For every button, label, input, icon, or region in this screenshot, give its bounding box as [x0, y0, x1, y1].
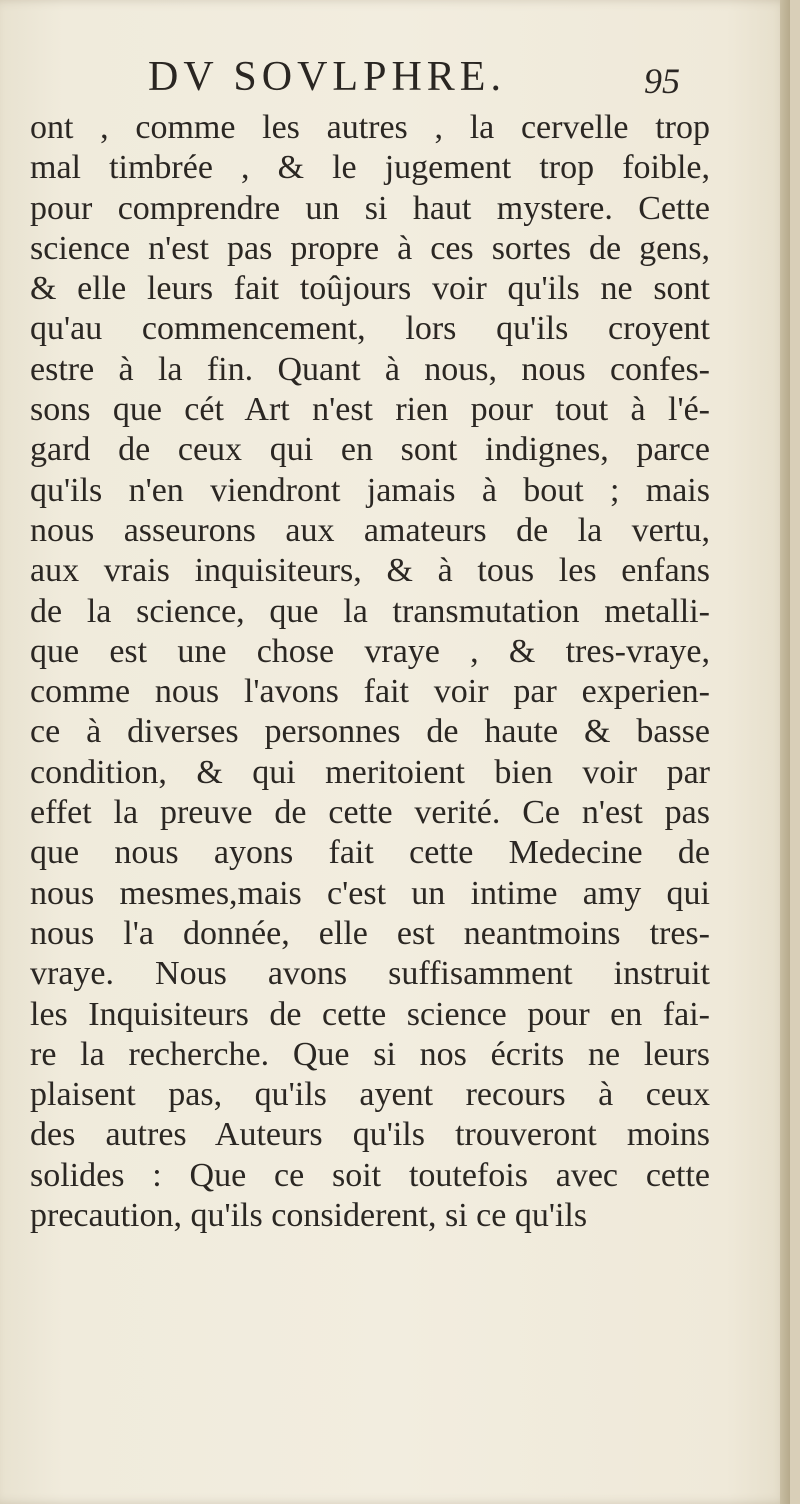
text-line: effet la preuve de cette verité. Ce n'est pas: [30, 794, 710, 832]
text-line: condition, & qui meritoient bien voir par: [30, 753, 710, 791]
text-line: de la science, que la transmutation metalli-: [30, 592, 710, 630]
text-line: ont , comme les autres , la cervelle trop: [30, 109, 710, 146]
text-line: aux vrais inquisiteurs, & à tous les enfans: [30, 552, 710, 590]
page-number: 95: [644, 61, 680, 101]
text-line: nous asseurons aux amateurs de la vertu,: [30, 511, 710, 549]
text-line: vraye. Nous avons suffisamment instruit: [30, 955, 710, 993]
text-line: que nous ayons fait cette Medecine de: [30, 834, 710, 872]
text-line: gard de ceux qui en sont indignes, parce: [30, 431, 710, 469]
text-line: nous mesmes,mais c'est un intime amy qui: [30, 874, 710, 912]
page-edge: [780, 0, 790, 1504]
text-line: science n'est pas propre à ces sortes de gens,: [30, 229, 710, 267]
text-line: precaution, qu'ils considerent, si ce qu'ils: [30, 1197, 588, 1235]
body-text: [30, 108, 710, 1236]
text-line: ce à diverses personnes de haute & basse: [30, 713, 710, 751]
text-line: comme nous l'avons fait voir par experien-: [30, 673, 710, 711]
text-line: plaisent pas, qu'ils ayent recours à ceux: [30, 1076, 710, 1114]
text-line: qu'au commencement, lors qu'ils croyent: [30, 310, 710, 348]
text-line: re la recherche. Que si nos écrits ne leurs: [30, 1035, 710, 1073]
text-line: solides : Que ce soit toutefois avec cette: [30, 1156, 710, 1194]
text-line: pour comprendre un si haut mystere. Cette: [30, 189, 710, 227]
text-line: sons que cét Art n'est rien pour tout à l'é-: [30, 391, 710, 429]
text-line: que est une chose vraye , & tres-vraye,: [30, 632, 710, 670]
page-header: [0, 52, 790, 102]
text-line: mal timbrée , & le jugement trop foible,: [30, 149, 710, 187]
running-title: DV SOVLPHRE.: [148, 54, 506, 100]
text-line: qu'ils n'en viendront jamais à bout ; mais: [30, 471, 710, 509]
text-line: estre à la fin. Quant à nous, nous confes-: [30, 350, 710, 388]
text-line: & elle leurs fait toûjours voir qu'ils ne sont: [30, 270, 710, 308]
text-line: nous l'a donnée, elle est neantmoins tres-: [30, 914, 710, 952]
text-line: les Inquisiteurs de cette science pour en fai-: [30, 995, 710, 1033]
text-line: des autres Auteurs qu'ils trouveront moins: [30, 1116, 710, 1154]
